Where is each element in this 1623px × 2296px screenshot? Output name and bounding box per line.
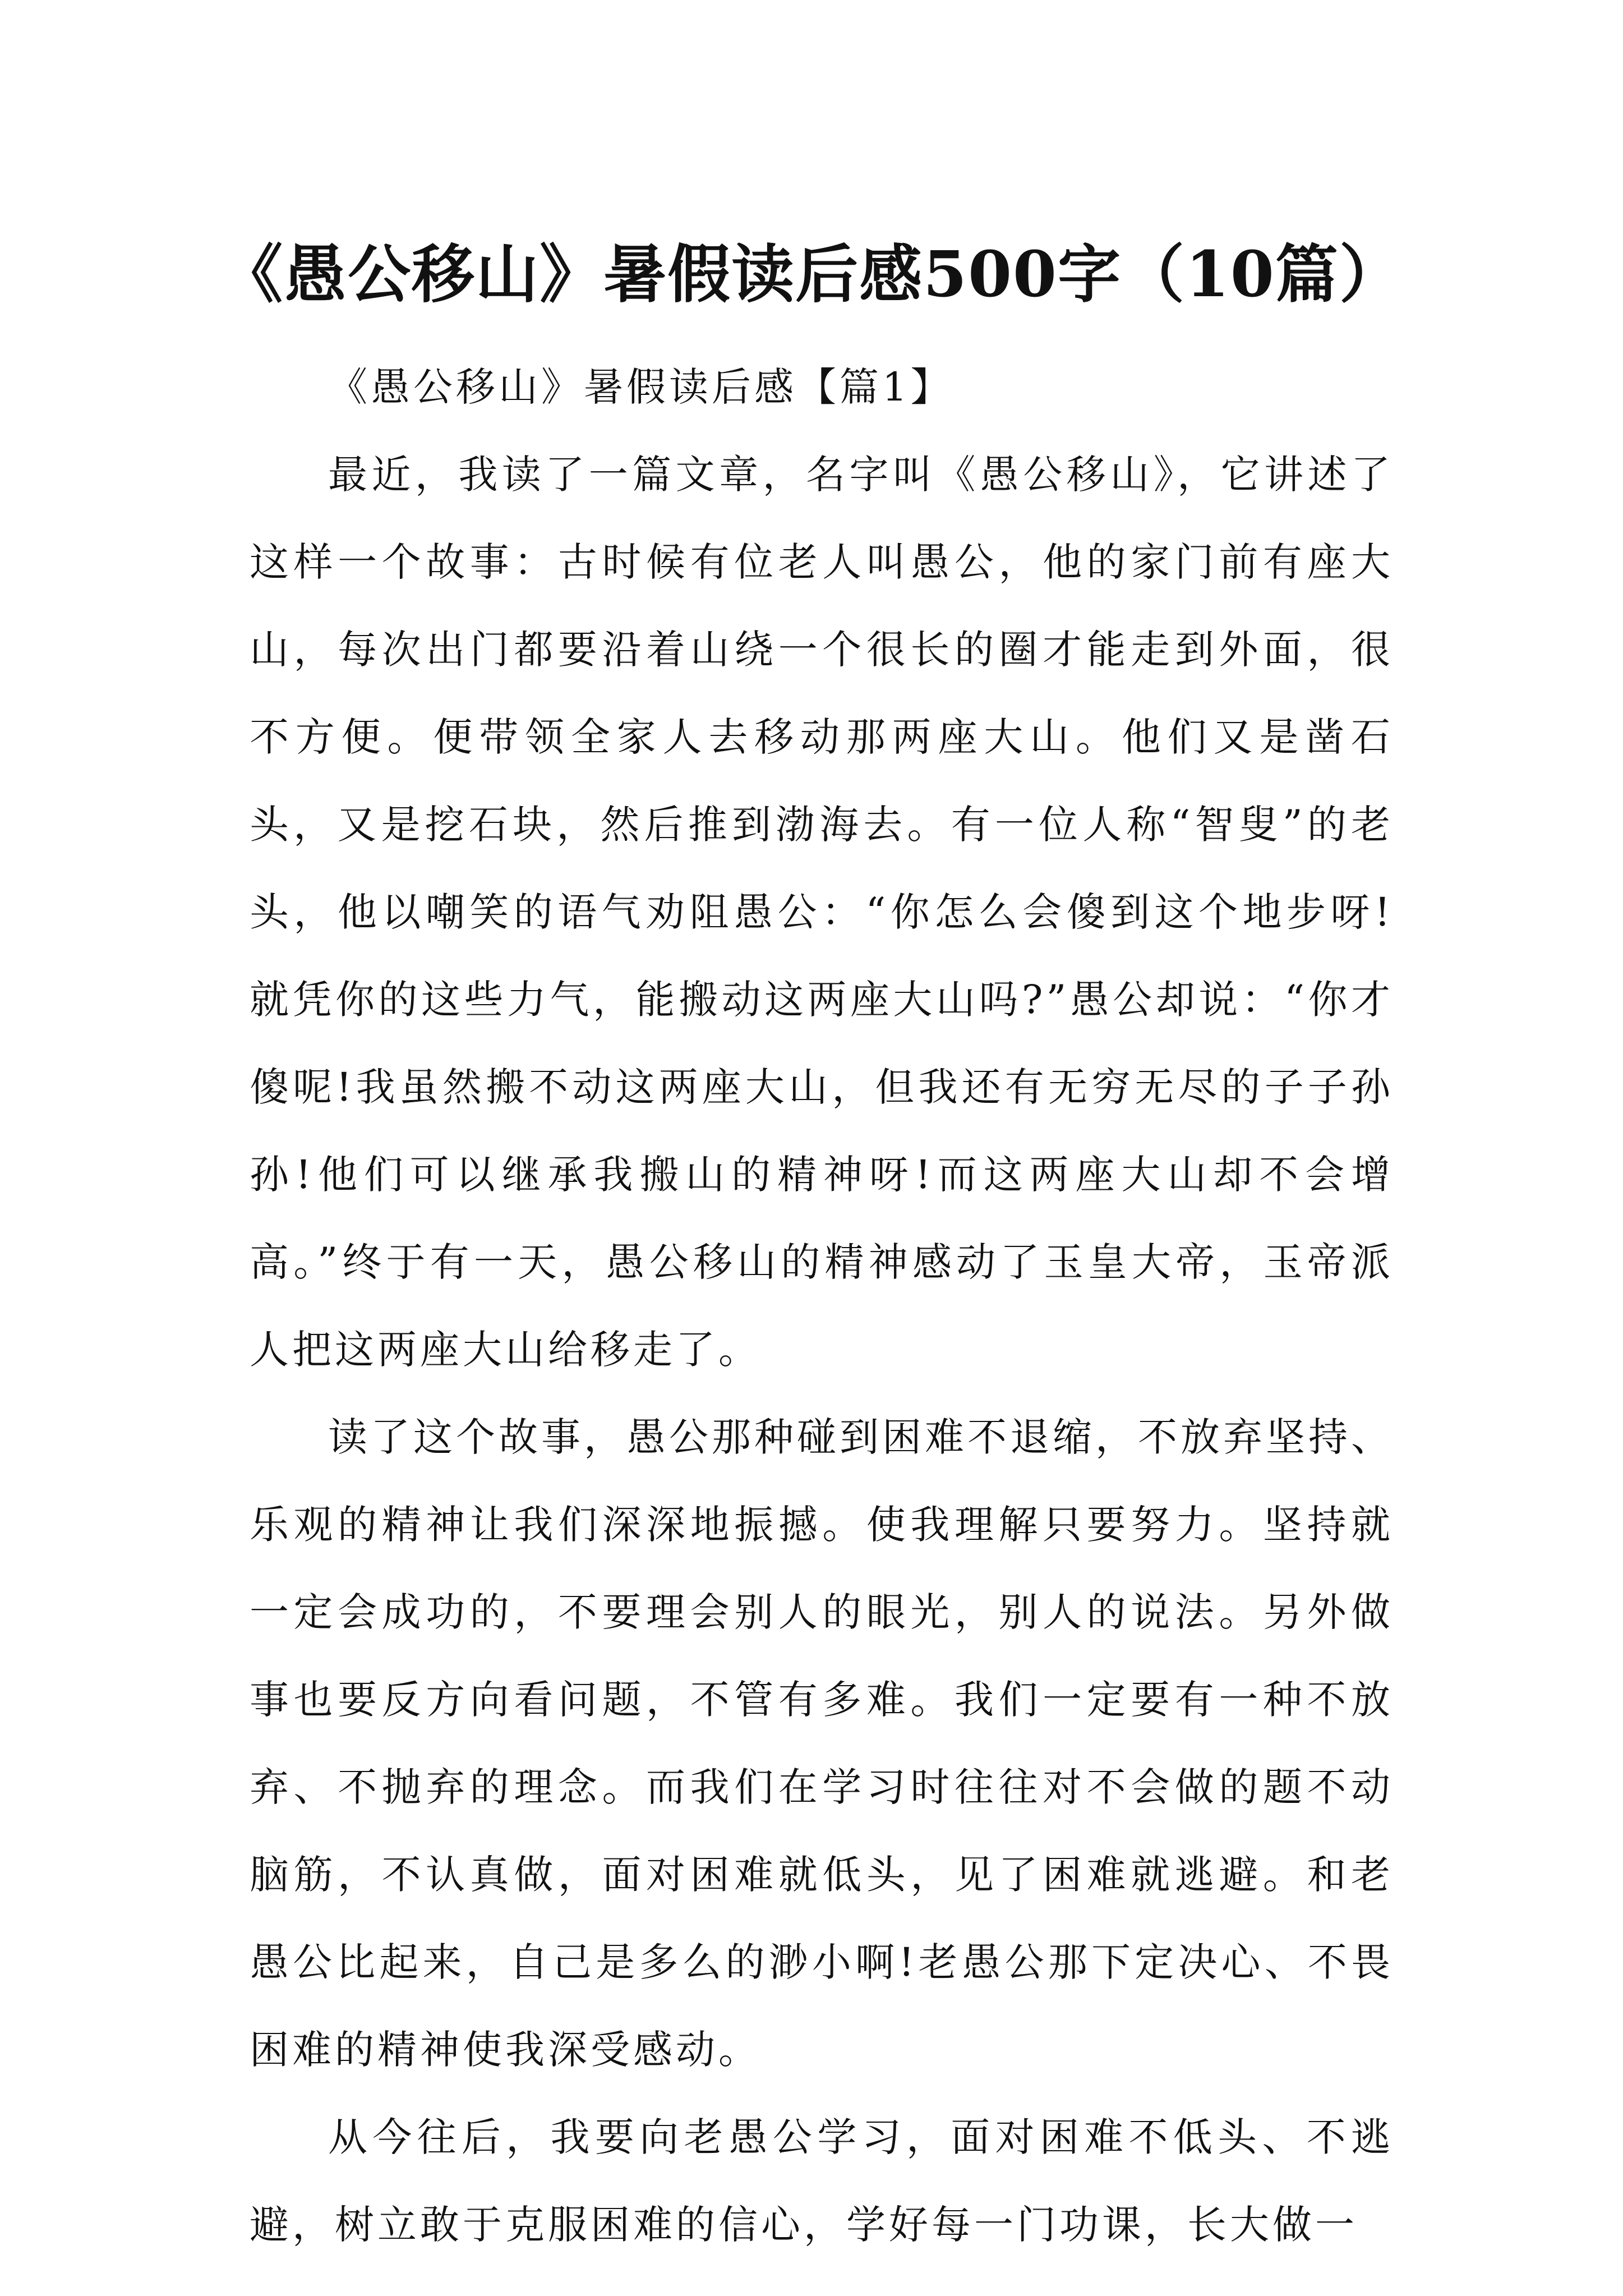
paragraph-1: 最近，我读了一篇文章，名字叫《愚公移山》，它讲述了这样一个故事：古时候有位老人叫愚公，他的家门前有座大山，每次出门都要沿着山绕一个很长的圈才能走到外面，很不方便。便带领全家人去移动那两座大山。他们又是凿石头，又是挖石块，然后推到渤海去。有一位人称“智叟”的老头，他以嘲笑的语气劝阻愚公：“你怎么会傻到这个地步呀!就凭你的这些力气，能搬动这两座大山吗?”愚公却说：“你才傻呢!我虽然搬不动这两座大山，但我还有无穷无尽的子子孙孙!他们可以继承我搬山的精神呀!而这两座大山却不会增高。”终于有一天，愚公移山的精神感动了玉皇大帝，玉帝派人把这两座大山给移走了。	[250, 452, 1394, 1373]
paragraph-3: 从今往后，我要向老愚公学习，面对困难不低头、不逃避，树立敢于克服困难的信心，学好每一门功课，长大做一	[250, 2114, 1394, 2248]
section-heading: 《愚公移山》暑假读后感【篇1】	[328, 364, 953, 410]
paragraph-2: 读了这个故事，愚公那种碰到困难不退缩，不放弃坚持、乐观的精神让我们深深地振撼。使我理解只要努力。坚持就一定会成功的，不要理会别人的眼光，别人的说法。另外做事也要反方向看问题，不管有多难。我们一定要有一种不放弃、不抛弃的理念。而我们在学习时往往对不会做的题不动脑筋，不认真做，面对困难就低头，见了困难就逃避。和老愚公比起来，自己是多么的渺小啊!老愚公那下定决心、不畏困难的精神使我深受感动。	[250, 1414, 1394, 2073]
document-title: 《愚公移山》暑假读后感500字（10篇）	[220, 238, 1403, 312]
document-body	[250, 343, 1394, 2269]
